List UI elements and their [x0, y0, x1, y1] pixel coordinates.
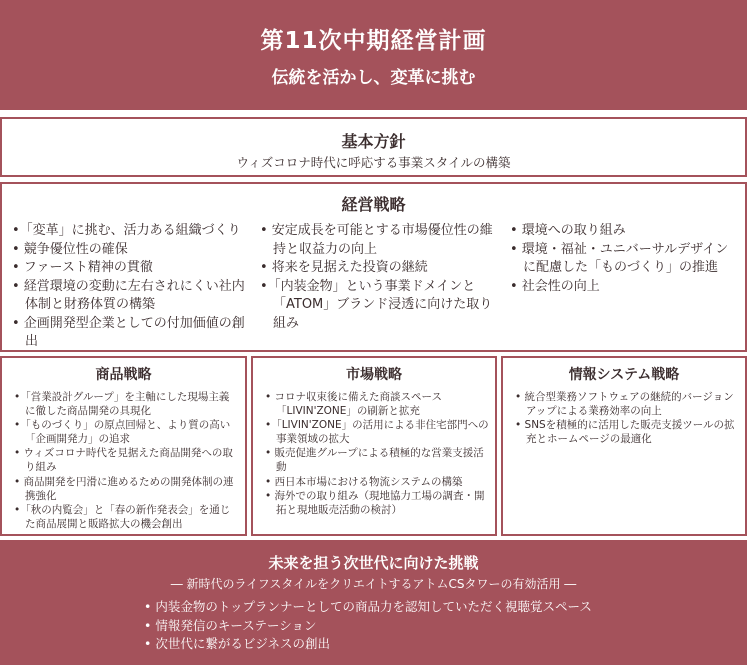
- product-strategy-title: 商品戦略: [95, 367, 152, 383]
- market-strategy-item: •「LIVIN'ZONE」の活用による非住宅部門への事業領域の拡大: [265, 419, 489, 446]
- strategy-column-3: [510, 222, 740, 296]
- future-challenge-item: • 内装金物のトップランナーとしての商品力を認知していただく視聴覚スペース: [144, 599, 592, 614]
- strategy-item: • 将来を見据えた投資の継続: [260, 260, 428, 275]
- strategy-item: • 安定成長を可能とする市場優位性の維持と収益力の向上: [260, 223, 493, 257]
- strategy-column-2: [260, 222, 505, 333]
- info-system-strategy-title: 情報システム戦略: [568, 367, 680, 383]
- strategy-item: •「変革」に挑む、活力ある組織づくり: [12, 223, 241, 238]
- info-system-strategy-item: • 統合型業務ソフトウェアの継続的バージョンアップによる業務効率の向上: [515, 391, 734, 418]
- future-challenge-item: • 情報発信のキーステーション: [144, 617, 317, 633]
- market-strategy-item: • 販売促進グループによる積極的な営業支援活動: [265, 447, 484, 474]
- future-challenge-panel: [0, 540, 747, 665]
- management-strategy-box: [0, 182, 747, 352]
- plan-subtitle: 伝統を活かし、変革に挑む: [271, 68, 476, 88]
- future-challenge-tagline: ― 新時代のライフスタイルをクリエイトするアトムCSタワーの有効活用 ―: [170, 577, 577, 591]
- basic-policy-text: ウィズコロナ時代に呼応する事業スタイルの構築: [236, 155, 511, 170]
- market-strategy-item: • 海外での取り組み（現地協力工場の調査・開拓と現地販売活動の検討）: [265, 489, 485, 516]
- strategy-item: • 環境への取り組み: [510, 223, 626, 238]
- strategy-item: • 環境・福祉・ユニバーサルデザインに配慮した「ものづくり」の推進: [510, 241, 729, 275]
- market-strategy-box: [251, 356, 497, 536]
- info-system-strategy-item: • SNSを積極的に活用した販売支援ツールの拡充とホームページの最適化: [515, 419, 735, 446]
- product-strategy-box: [0, 356, 247, 536]
- strategy-item: • 経営環境の変動に左右されにくい社内体制と財務体質の構築: [12, 278, 245, 312]
- basic-policy-title: 基本方針: [341, 132, 406, 151]
- future-challenge-item: • 次世代に繋がるビジネスの創出: [144, 636, 330, 651]
- strategy-item: •「内装金物」という事業ドメインと「ATOM」ブランド浸透に向けた取り組み: [260, 278, 493, 331]
- market-strategy-item: • 西日本市場における物流システムの構築: [265, 475, 463, 488]
- product-strategy-item: • ウィズコロナ時代を見据えた商品開発への取り組み: [14, 447, 233, 474]
- strategy-item: • 競争優位性の確保: [12, 241, 128, 257]
- market-strategy-item: • コロナ収束後に備えた商談スペース「LIVIN'ZONE」の刷新と拡充: [265, 391, 443, 418]
- strategy-item: • 社会性の向上: [510, 278, 600, 294]
- future-challenge-title: 未来を担う次世代に向けた挑戦: [268, 554, 479, 572]
- management-strategy-title: 経営戦略: [341, 195, 406, 214]
- product-strategy-item: •「営業設計グループ」を主軸にした現場主義に徹した商品開発の具現化: [14, 391, 230, 418]
- market-strategy-title: 市場戦略: [346, 367, 402, 383]
- product-strategy-item: •「ものづくり」の原点回帰と、より質の高い「企画開発力」の追求: [14, 419, 231, 446]
- plan-header: [0, 0, 747, 110]
- basic-policy-box: [0, 117, 747, 177]
- info-system-strategy-box: [501, 356, 747, 536]
- plan-title: 第11次中期経営計画: [260, 28, 487, 54]
- product-strategy-item: •「秋の内覧会」と「春の新作発表会」を通じた商品展開と販路拡大の機会創出: [14, 503, 231, 530]
- strategy-item: • ファースト精神の貫徹: [12, 260, 153, 275]
- strategy-item: • 企画開発型企業としての付加価値の創出: [12, 315, 245, 349]
- product-strategy-item: • 商品開発を円滑に進めるための開発体制の連携強化: [14, 475, 234, 502]
- strategy-column-1: [12, 222, 252, 352]
